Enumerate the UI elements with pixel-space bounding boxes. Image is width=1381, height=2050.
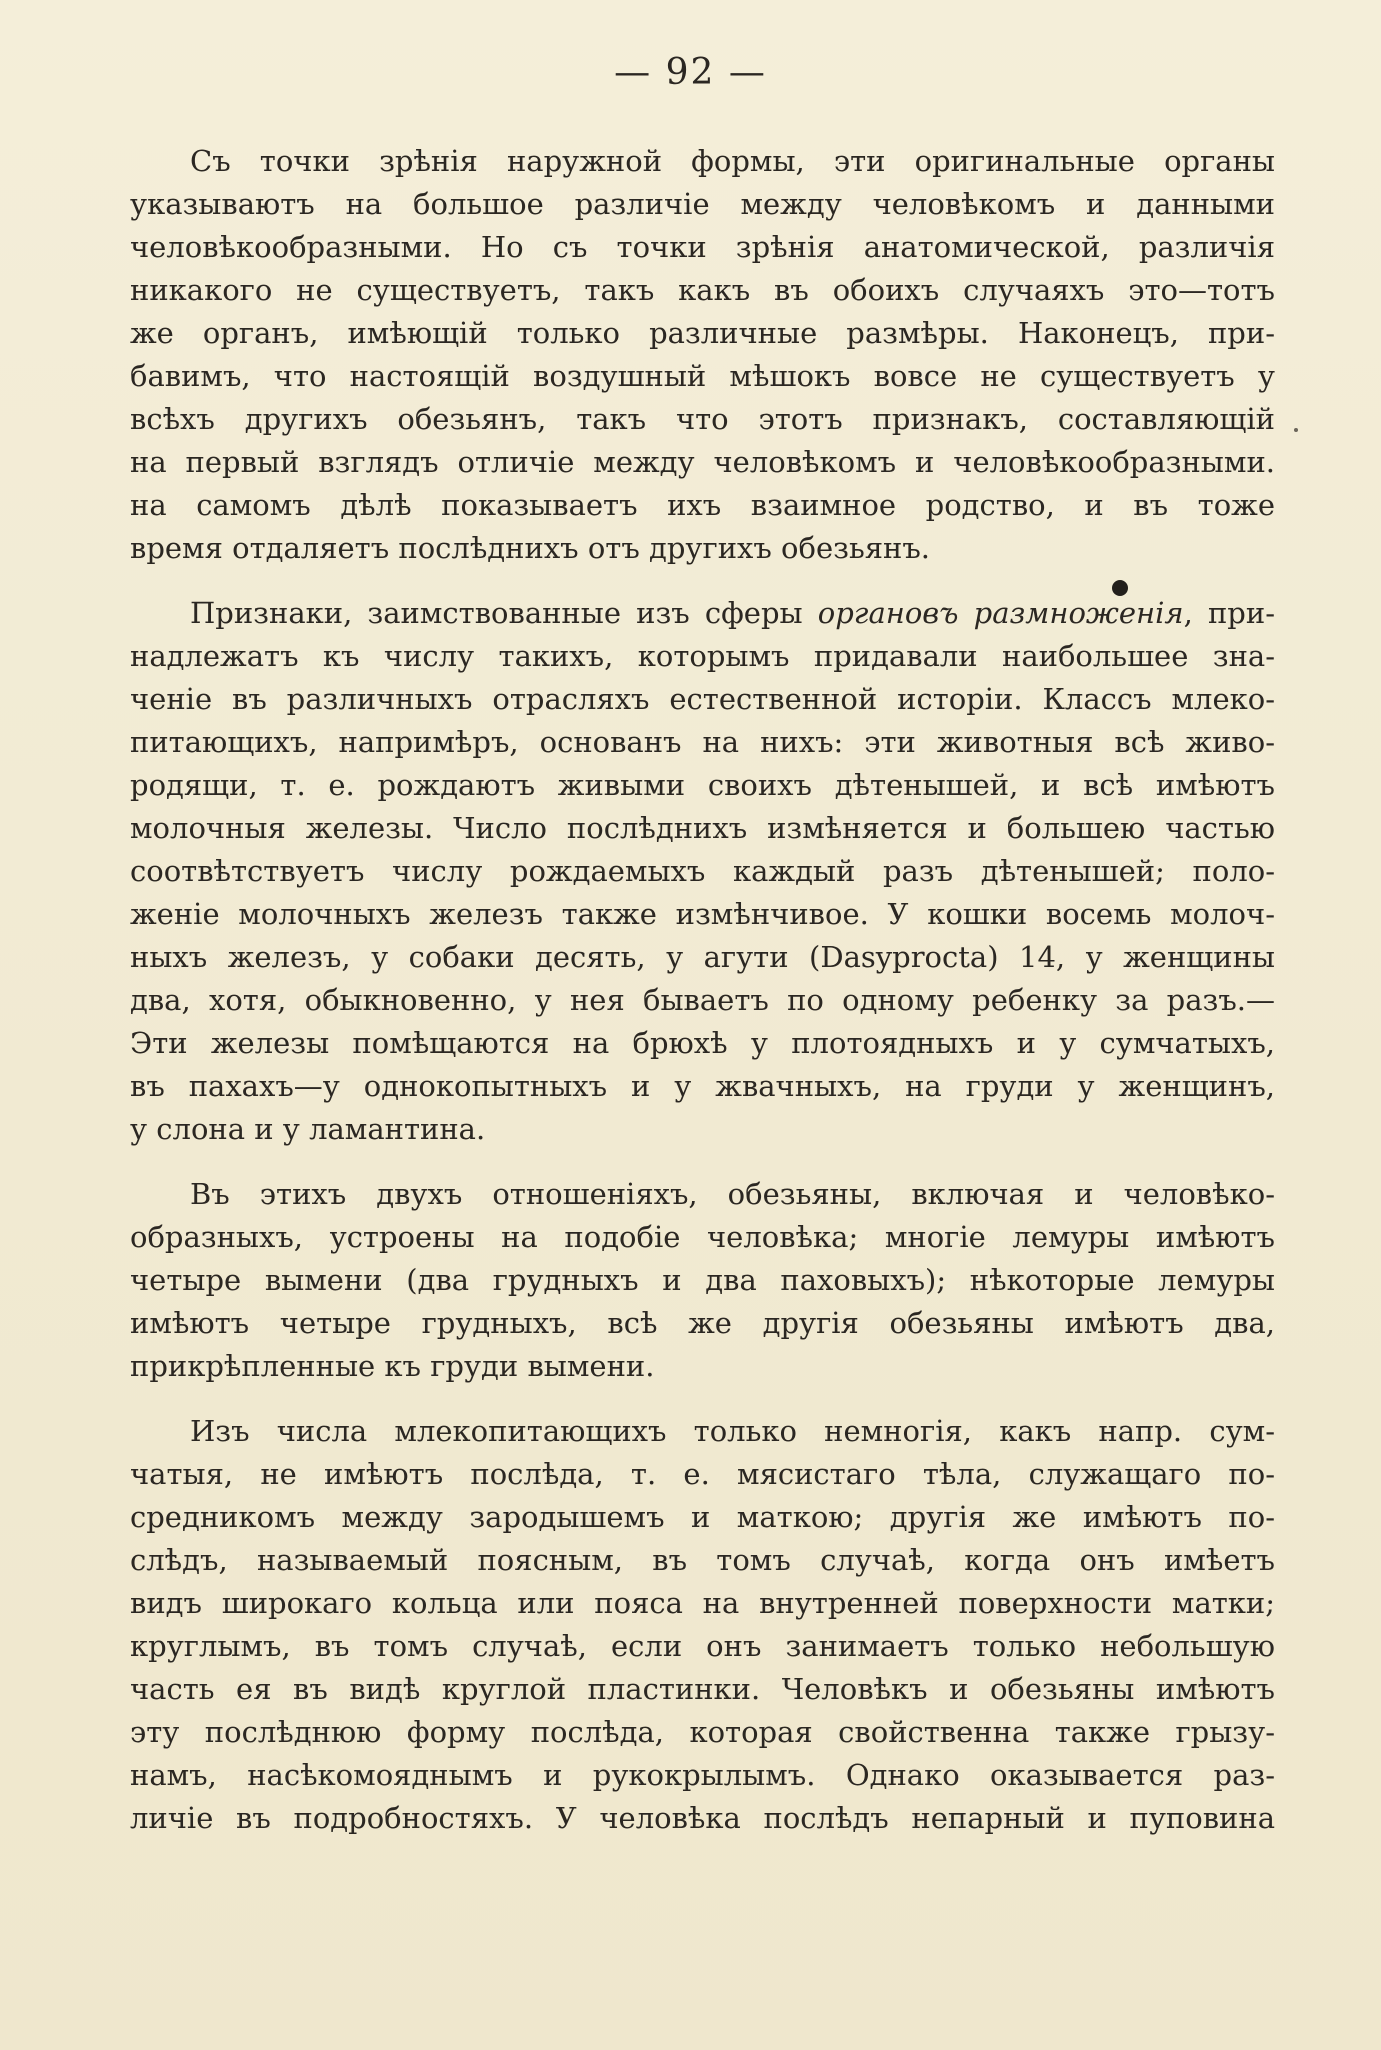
text-line: женіе молочныхъ железъ также измѣнчивое. У кошки восемь молоч- [130,897,1275,931]
text-line: же органъ, имѣющій только различные размѣры. Наконецъ, при- [130,316,1275,350]
text-line: человѣкообразными. Но съ точки зрѣнія анатомической, различія [130,230,1275,264]
text-line: молочныя железы. Число послѣднихъ измѣняется и большею частью [130,811,1275,845]
text-line: Съ точки зрѣнія наружной формы, эти оригинальные органы [190,144,1275,178]
text-line: личіе въ подробностяхъ. У человѣка послѣдъ непарный и пуповина [130,1801,1275,1835]
text-line: указываютъ на большое различіе между человѣкомъ и данными [130,187,1275,221]
text-line: два, хотя, обыкновенно, у нея бываетъ по одному ребенку за разъ.— [130,983,1275,1017]
text-line: намъ, насѣкомояднымъ и рукокрылымъ. Однако оказывается раз- [130,1758,1275,1792]
text-line: ченіе въ различныхъ отрасляхъ естественной исторіи. Классъ млеко- [130,682,1275,716]
text-line: средникомъ между зародышемъ и маткою; другія же имѣютъ по- [130,1500,1275,1534]
text-line: время отдаляетъ послѣднихъ отъ другихъ обезьянъ. [130,531,931,565]
text-line: ныхъ железъ, у собаки десять, у агути (Dasyprocta) 14, у женщины [130,940,1275,974]
text-line: слѣдъ, называемый поясным, въ томъ случаѣ, когда онъ имѣетъ [130,1543,1275,1577]
text-line: четыре вымени (два грудныхъ и два паховыхъ); нѣкоторые лемуры [130,1263,1275,1297]
text-line: питающихъ, напримѣръ, основанъ на нихъ: эти животныя всѣ живо- [130,725,1275,759]
text-line: бавимъ, что настоящій воздушный мѣшокъ вовсе не существуетъ у [130,359,1275,393]
paragraph-2 [130,592,1275,1151]
text-line: Изъ числа млекопитающихъ только немногія, какъ напр. сум- [190,1414,1275,1448]
text-line: имѣютъ четыре грудныхъ, всѣ же другія обезьяны имѣютъ два, [130,1306,1275,1340]
text-line: на самомъ дѣлѣ показываетъ ихъ взаимное родство, и въ тоже [130,488,1275,522]
paragraph-4 [130,1410,1275,1840]
text-line: эту послѣднюю форму послѣда, которая свойственна также грызу- [130,1715,1275,1749]
page-number: — 92 — [614,52,767,93]
text-line: видъ широкаго кольца или пояса на внутренней поверхности матки; [130,1586,1275,1620]
text-line: всѣхъ другихъ обезьянъ, такъ что этотъ признакъ, составляющій [130,402,1275,436]
text-line: чатыя, не имѣютъ послѣда, т. е. мясистаго тѣла, служащаго по- [130,1457,1275,1491]
paragraph-3 [130,1173,1275,1388]
text-line: Эти железы помѣщаются на брюхѣ у плотоядныхъ и у сумчатыхъ, [130,1026,1275,1060]
text-line: круглымъ, въ томъ случаѣ, если онъ занимаетъ только небольшую [130,1629,1275,1663]
text-line: часть ея въ видѣ круглой пластинки. Человѣкъ и обезьяны имѣютъ [130,1672,1275,1706]
ink-blot [1112,580,1128,596]
text-line: родящи, т. е. рождаютъ живыми своихъ дѣтенышей, и всѣ имѣютъ [130,768,1275,802]
text-line: никакого не существуетъ, такъ какъ въ обоихъ случаяхъ это—тотъ [130,273,1275,307]
text-line: Признаки, заимствованные изъ сферы органовъ размноженія, при- [190,596,1275,630]
paper-speck [1294,428,1298,432]
text-line: Въ этихъ двухъ отношеніяхъ, обезьяны, включая и человѣко- [190,1177,1275,1211]
text-line: въ пахахъ—у однокопытныхъ и у жвачныхъ, на груди у женщинъ, [130,1069,1275,1103]
text-line: надлежатъ къ числу такихъ, которымъ придавали наибольшее зна- [130,639,1275,673]
text-line: у слона и у ламантина. [130,1112,486,1146]
body-text [130,140,1275,1840]
text-line: соотвѣтствуетъ числу рождаемыхъ каждый разъ дѣтенышей; поло- [130,854,1275,888]
paragraph-1 [130,140,1275,570]
text-line: образныхъ, устроены на подобіе человѣка; многіе лемуры имѣютъ [130,1220,1275,1254]
emphasized-phrase: органовъ размноженія [817,596,1184,630]
text-line: прикрѣпленные къ груди вымени. [130,1349,655,1383]
text-line: на первый взглядъ отличіе между человѣкомъ и человѣкообразными. [130,445,1275,479]
